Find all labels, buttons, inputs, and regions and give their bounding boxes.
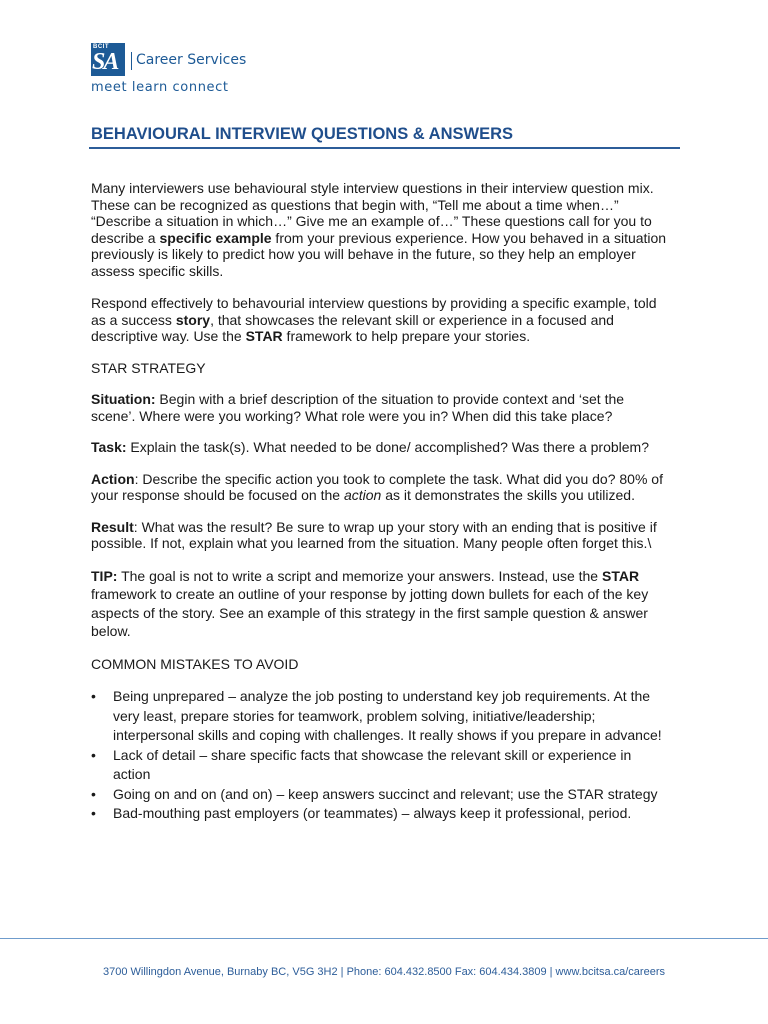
action-emphasis: action bbox=[343, 487, 382, 503]
common-mistakes-heading: COMMON MISTAKES TO AVOID bbox=[91, 655, 299, 672]
respond-text-a: Respond effectively to behavourial interview questions by providing a specific example, told as a success bbox=[91, 295, 657, 328]
action-label: Action bbox=[91, 470, 135, 487]
tip-text-a: The goal is not to write a script and memorize your answers. Instead, use the bbox=[117, 567, 602, 584]
bcit-sa-logo-mark bbox=[91, 43, 125, 76]
task-text: Explain the task(s). What needed to be done/ accomplished? Was there a problem? bbox=[126, 439, 649, 455]
respond-paragraph bbox=[91, 295, 669, 345]
page-title: BEHAVIOURAL INTERVIEW QUESTIONS & ANSWERS bbox=[91, 125, 514, 143]
logo-tagline: meet learn connect bbox=[91, 80, 229, 95]
action-paragraph bbox=[91, 471, 669, 504]
action-text-b: as it demonstrates the skills you utilized. bbox=[381, 487, 635, 503]
footer-divider bbox=[0, 938, 768, 939]
logo-box-mark-text: SA bbox=[92, 49, 118, 75]
tip-label: TIP: bbox=[91, 567, 118, 584]
task-paragraph bbox=[91, 439, 669, 456]
result-label: Result bbox=[91, 518, 134, 535]
tip-star: STAR bbox=[601, 567, 640, 584]
result-paragraph bbox=[91, 519, 669, 552]
logo-text: Career Services bbox=[136, 52, 247, 68]
logo-box-top-text: BCIT bbox=[93, 44, 109, 50]
list-item: • Bad-mouthing past employers (or teammates) – always keep it professional, period. bbox=[91, 804, 669, 824]
star-strategy-heading: STAR STRATEGY bbox=[91, 359, 206, 376]
logo-divider bbox=[131, 52, 132, 70]
document-body bbox=[91, 180, 669, 824]
intro-text-a: Many interviewers use behavioural style interview questions in their interview question mix. These can be recognized as questions that begin with, “Tell me about a time when…” “Describe a situation in which…” Give me an example of…” These questions call for you to describe a bbox=[91, 180, 654, 246]
footer-contact: 3700 Willingdon Avenue, Burnaby BC, V5G 3H2 | Phone: 604.432.8500 Fax: 604.434.3809 | www.bcitsa.ca/careers bbox=[103, 966, 665, 978]
action-text-a: : Describe the specific action you took to complete the task. What did you do? 80% of your response should be focused on the bbox=[91, 470, 663, 503]
intro-specific-example: specific example bbox=[159, 229, 272, 246]
tip-text-b: framework to create an outline of your response by jotting down bullets for each of the key aspects of the story. See an example of this strategy in the first sample question & answer below. bbox=[91, 586, 649, 639]
result-text: : What was the result? Be sure to wrap up your story with an ending that is positive if possible. If not, explain what you learned from the situation. Many people often forget this.\ bbox=[91, 518, 657, 551]
respond-star: STAR bbox=[245, 328, 283, 344]
intro-text-c: from your previous experience. How you behaved in a situation previously is likely to predict how you will behave in the future, so they help an employer assess specific skills. bbox=[91, 229, 667, 279]
mistakes-list bbox=[91, 687, 669, 824]
respond-text-e: framework to help prepare your stories. bbox=[282, 328, 531, 344]
task-label: Task: bbox=[91, 439, 127, 455]
respond-text-c: , that showcases the relevant skill or experience in a focused and descriptive way. Use the bbox=[91, 311, 614, 344]
situation-label: Situation: bbox=[91, 391, 156, 407]
situation-paragraph bbox=[91, 391, 669, 424]
list-item: • Lack of detail – share specific facts that showcase the relevant skill or experience in action bbox=[91, 746, 669, 785]
tip-paragraph bbox=[91, 567, 669, 641]
list-item: • Being unprepared – analyze the job posting to understand key job requirements. At the very least, prepare stories for teamwork, problem solving, initiative/leadership; interpersonal skills and coping with challenges. It really shows if you prepare in advance! bbox=[91, 687, 669, 746]
title-underline bbox=[89, 147, 680, 149]
list-item: • Going on and on (and on) – keep answers succinct and relevant; use the STAR strategy bbox=[91, 785, 669, 805]
respond-story: story bbox=[175, 311, 211, 328]
intro-paragraph bbox=[91, 180, 669, 279]
situation-text: Begin with a brief description of the situation to provide context and ‘set the scene’. Where were you working? What role were you in? When did this take place? bbox=[91, 391, 625, 424]
